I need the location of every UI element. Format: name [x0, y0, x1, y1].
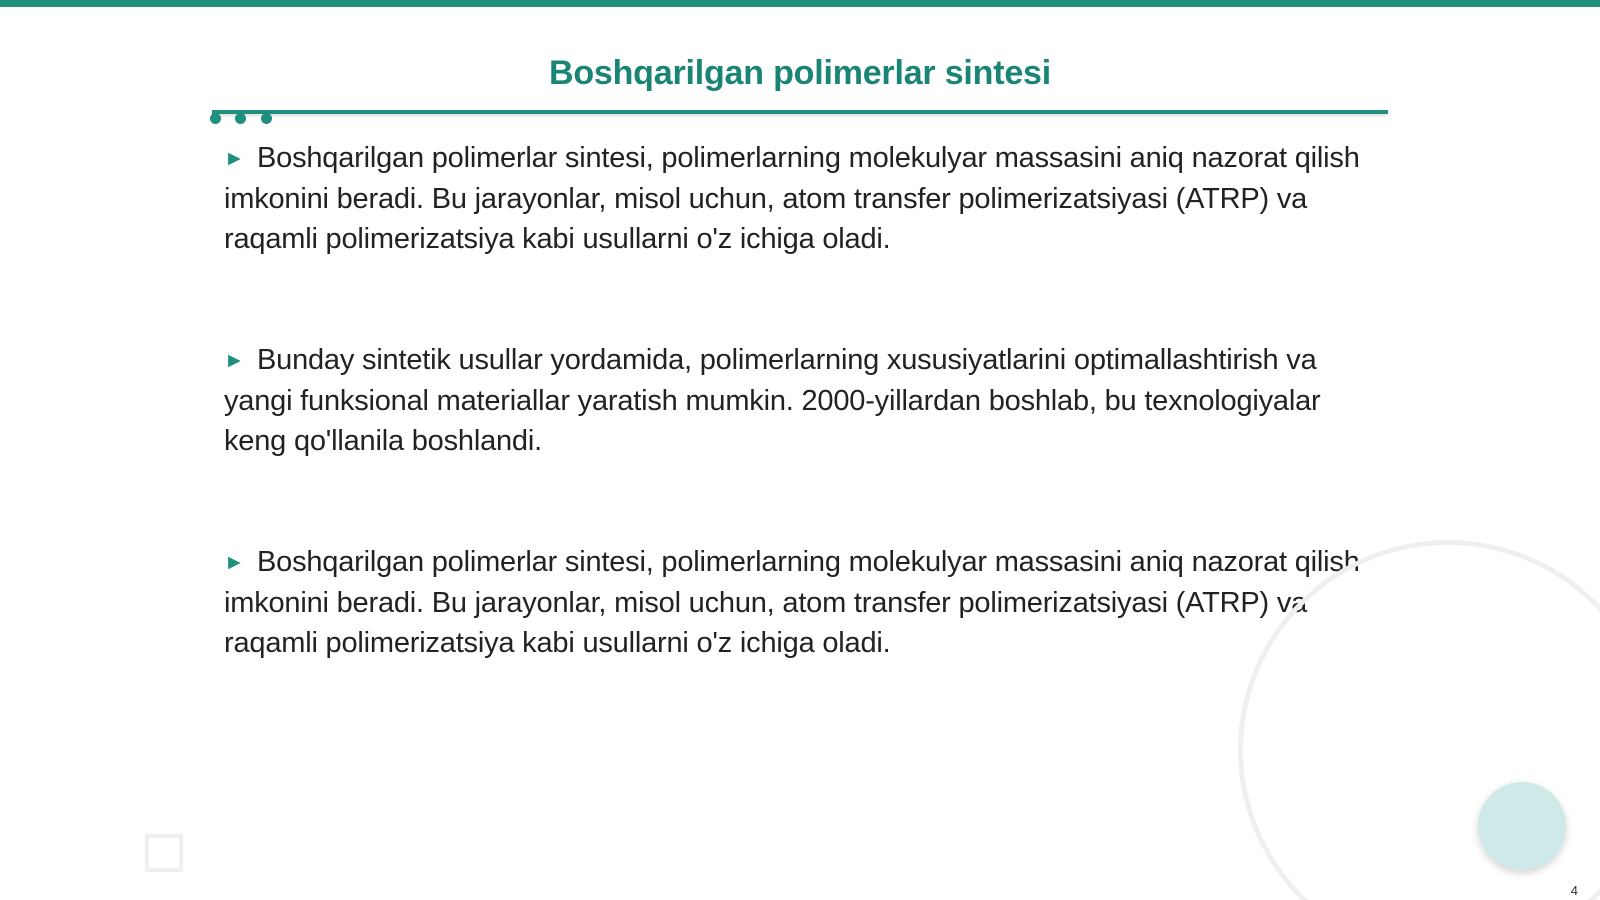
bullet-item — [224, 340, 1374, 461]
bullet-arrow-icon: ► — [224, 147, 245, 170]
title-underline — [212, 110, 1388, 114]
decor-circle — [1478, 782, 1566, 870]
bullet-arrow-icon: ► — [224, 551, 245, 574]
bullet-list — [224, 138, 1374, 744]
bullet-item — [224, 138, 1374, 259]
page-number: 4 — [1570, 883, 1578, 898]
bullet-arrow-icon: ► — [224, 349, 245, 372]
top-accent-bar — [0, 0, 1600, 7]
bullet-text: Bunday sintetik usullar yordamida, polimerlarning xususiyatlarini optimallashtirish va yangi funksional materiallar yaratish mumkin. 2000-yillardan boshlab, bu texnologiyalar keng qo'llanila boshlandi. — [224, 344, 1321, 457]
decor-dot — [210, 113, 221, 124]
bullet-text: Boshqarilgan polimerlar sintesi, polimerlarning molekulyar massasini aniq nazorat qilish imkonini beradi. Bu jarayonlar, misol uchun, atom transfer polimerizatsiyasi (ATRP) va raqamli polimerizatsiya kabi usullarni o'z ichiga oladi. — [224, 546, 1360, 659]
decor-dot — [261, 113, 272, 124]
decor-dot — [235, 113, 246, 124]
bullet-item — [224, 542, 1374, 663]
slide-title: Boshqarilgan polimerlar sintesi — [548, 54, 1052, 92]
bullet-text: Boshqarilgan polimerlar sintesi, polimerlarning molekulyar massasini aniq nazorat qilish imkonini beradi. Bu jarayonlar, misol uchun, atom transfer polimerizatsiyasi (ATRP) va raqamli polimerizatsiya kabi usullarni o'z ichiga oladi. — [224, 142, 1360, 255]
decor-square — [145, 834, 183, 872]
